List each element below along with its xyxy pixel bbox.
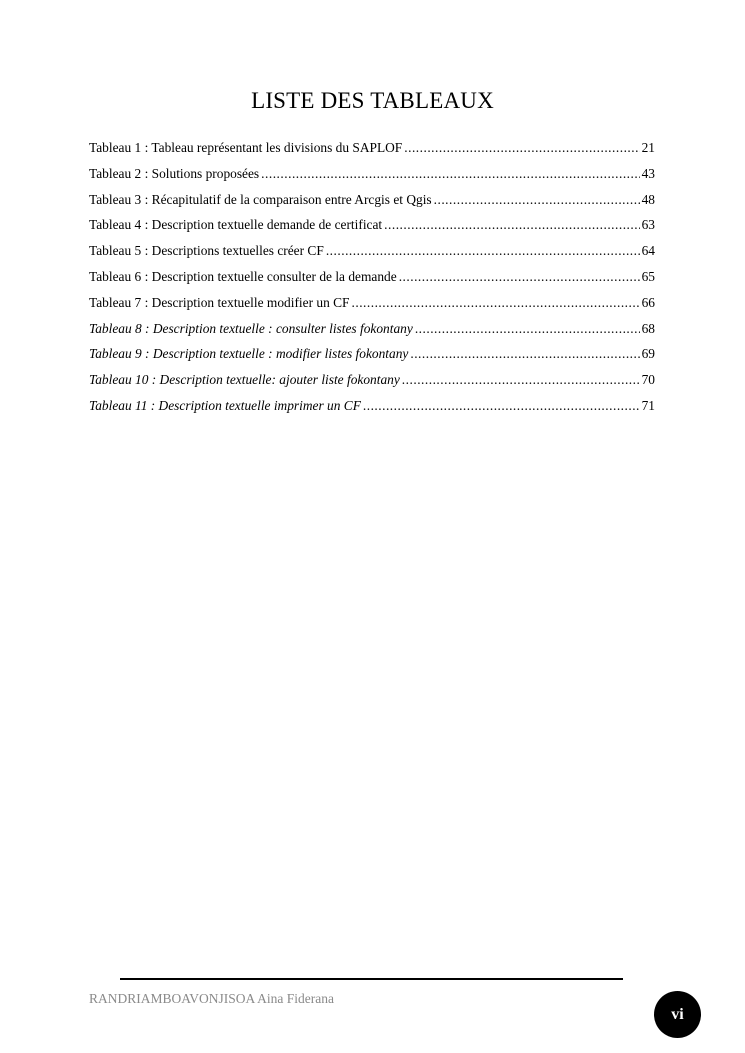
toc-entry-label: Tableau 5 : Descriptions textuelles créer CF (89, 243, 324, 259)
toc-leader-dots (326, 243, 640, 259)
toc-entry-10[interactable] (89, 372, 655, 398)
toc-entry-8[interactable] (89, 321, 655, 347)
toc-entry-page: 48 (641, 191, 655, 207)
toc-entry-page: 63 (641, 217, 655, 233)
toc-entry-label: Tableau 1 : Tableau représentant les divisions du SAPLOF (89, 140, 403, 155)
toc-leader-dots (410, 346, 639, 362)
toc-entry-7[interactable] (89, 295, 655, 321)
page-number: vi (671, 1005, 684, 1023)
toc-leader-dots (399, 269, 640, 285)
table-list (89, 140, 655, 424)
toc-entry-2[interactable] (89, 166, 655, 192)
toc-entry-6[interactable] (89, 269, 655, 295)
toc-entry-page: 69 (641, 346, 655, 362)
toc-entry-page: 64 (641, 243, 655, 259)
toc-leader-dots (363, 398, 640, 414)
toc-leader-dots (415, 321, 640, 337)
toc-entry-page: 66 (641, 294, 655, 310)
toc-entry-11[interactable] (89, 398, 655, 424)
toc-entry-page: 21 (641, 140, 655, 155)
page-title: LISTE DES TABLEAUX (251, 88, 494, 113)
toc-leader-dots (434, 192, 640, 208)
toc-entry-3[interactable] (89, 192, 655, 218)
toc-entry-1[interactable] (89, 140, 655, 166)
toc-entry-label: Tableau 9 : Description textuelle : modifier listes fokontany (89, 346, 409, 362)
toc-leader-dots (384, 217, 639, 233)
toc-entry-page: 65 (641, 268, 655, 284)
toc-leader-dots (352, 295, 640, 311)
toc-entry-label: Tableau 6 : Description textuelle consulter de la demande (89, 268, 397, 284)
toc-entry-label: Tableau 4 : Description textuelle demande de certificat (89, 217, 383, 233)
toc-entry-page: 70 (641, 372, 655, 388)
toc-entry-page: 71 (641, 397, 655, 413)
toc-entry-label: Tableau 8 : Description textuelle : consulter listes fokontany (89, 320, 413, 336)
toc-entry-label: Tableau 2 : Solutions proposées (89, 165, 260, 181)
toc-leader-dots (404, 140, 639, 156)
toc-entry-label: Tableau 10 : Description textuelle: ajouter liste fokontany (89, 372, 400, 388)
toc-entry-page: 43 (641, 165, 655, 181)
toc-entry-4[interactable] (89, 217, 655, 243)
page-number-badge (654, 991, 701, 1038)
toc-entry-label: Tableau 3 : Récapitulatif de la comparaison entre Arcgis et Qgis (89, 191, 432, 207)
toc-entry-9[interactable] (89, 346, 655, 372)
toc-leader-dots (402, 372, 640, 388)
toc-entry-5[interactable] (89, 243, 655, 269)
toc-entry-page: 68 (641, 320, 655, 336)
toc-entry-label: Tableau 11 : Description textuelle imprimer un CF (89, 397, 361, 413)
footer-divider (120, 978, 623, 980)
toc-leader-dots (261, 166, 639, 182)
footer-author: RANDRIAMBOAVONJISOA Aina Fiderana (89, 991, 335, 1006)
toc-entry-label: Tableau 7 : Description textuelle modifier un CF (89, 294, 350, 310)
